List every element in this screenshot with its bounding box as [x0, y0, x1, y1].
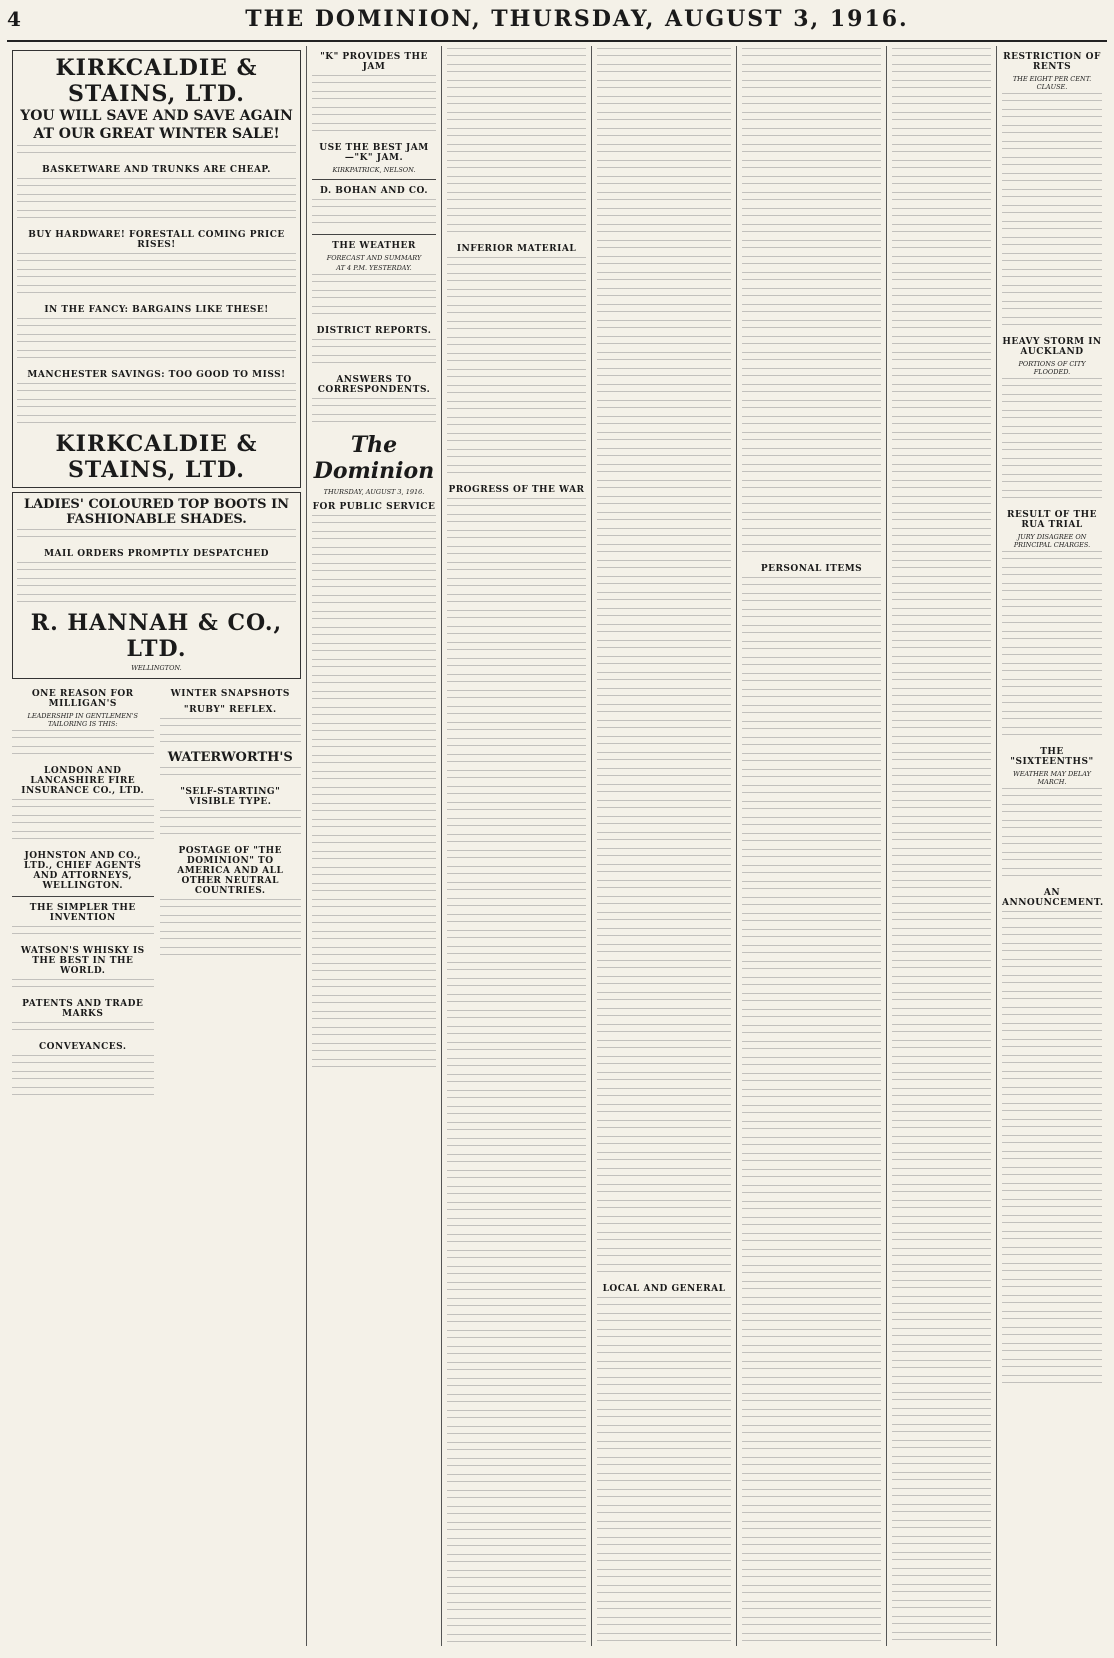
simplex-ad: THE SIMPLER THE INVENTION — [29, 903, 136, 923]
self-starting-ad: "SELF-STARTING" VISIBLE TYPE. — [180, 787, 281, 807]
postage-notice: POSTAGE OF "THE DOMINION" TO AMERICA AND ALL OTHER NEUTRAL COUNTRIES. — [177, 846, 284, 896]
ads-column — [7, 46, 307, 1646]
boots-ad — [12, 492, 301, 679]
waterworth-ad: WATERWORTH'S — [167, 750, 293, 765]
masthead — [7, 6, 1107, 42]
use-jam-line: USE THE BEST JAM—"K" JAM. — [319, 143, 429, 163]
announcement-heading: AN ANNOUNCEMENT. — [1002, 888, 1104, 908]
hardware-heading: BUY HARDWARE! FORESTALL COMING PRICE RISES! — [28, 230, 285, 250]
column-7 — [997, 46, 1107, 1646]
hannah-title: R. HANNAH & CO., LTD. — [30, 610, 283, 662]
insurance-ad: LONDON AND LANCASHIRE FIRE INSURANCE CO., LTD. — [21, 766, 145, 796]
rua-heading: RESULT OF THE RUA TRIAL — [1006, 510, 1098, 530]
kirkcaldie-title: KIRKCALDIE & STAINS, LTD. — [55, 55, 258, 107]
column-5 — [737, 46, 887, 1646]
milligan-sub: LEADERSHIP IN GENTLEMEN'S TAILORING IS THIS: — [27, 712, 138, 728]
inferior-material-heading: INFERIOR MATERIAL — [456, 244, 577, 254]
newspaper-title: THE DOMINION, THURSDAY, AUGUST 3, 1916. — [245, 6, 909, 32]
kirkcaldie-slogan: YOU WILL SAVE AND SAVE AGAIN AT OUR GREAT WINTER SALE! — [20, 108, 293, 142]
boots-title: LADIES' COLOURED TOP BOOTS IN FASHIONABLE SHADES. — [23, 497, 290, 527]
district-reports: DISTRICT REPORTS. — [316, 326, 432, 336]
basketware-heading: BASKETWARE AND TRUNKS ARE CHEAP. — [42, 165, 271, 175]
milligan-ad: ONE REASON FOR MILLIGAN'S — [31, 689, 134, 709]
sixteenths-sub: WEATHER MAY DELAY MARCH. — [1013, 770, 1091, 786]
manchester-heading: MANCHESTER SAVINGS: TOO GOOD TO MISS! — [27, 370, 286, 380]
rua-sub: JURY DISAGREE ON PRINCIPAL CHARGES. — [1013, 533, 1091, 549]
public-service-heading: FOR PUBLIC SERVICE — [312, 502, 436, 512]
kirkpatrick-line: KIRKPATRICK, NELSON. — [332, 166, 416, 174]
local-general-heading: LOCAL AND GENERAL — [602, 1284, 726, 1294]
k-jam-ad: "K" PROVIDES THE JAM — [320, 52, 428, 72]
storm-sub: PORTIONS OF CITY FLOODED. — [1018, 360, 1086, 376]
rents-heading: RESTRICTION OF RENTS — [1003, 52, 1101, 72]
column-3 — [442, 46, 592, 1646]
winter-snapshots-ad: WINTER SNAPSHOTS — [170, 689, 290, 699]
weather-heading: THE WEATHER — [332, 241, 416, 251]
personal-items-heading: PERSONAL ITEMS — [760, 564, 863, 574]
kirkcaldie-title-2: KIRKCALDIE & STAINS, LTD. — [55, 431, 258, 483]
cocoa-ad: D. BOHAN AND CO. — [320, 186, 428, 196]
storm-heading: HEAVY STORM IN AUCKLAND — [1002, 337, 1102, 357]
conveyances-ad: CONVEYANCES. — [39, 1042, 127, 1052]
whisky-ad: WATSON'S WHISKY IS THE BEST IN THE WORLD. — [20, 946, 145, 976]
progress-of-war-heading: PROGRESS OF THE WAR — [448, 485, 585, 495]
kirkcaldie-ad — [12, 50, 301, 488]
left-small-ads — [12, 683, 154, 1103]
weather-sub: FORECAST AND SUMMARY — [326, 254, 422, 262]
page-number: 4 — [7, 7, 21, 31]
weather-time: AT 4 P.M. YESTERDAY. — [336, 264, 412, 272]
fancy-heading: IN THE FANCY: BARGAINS LIKE THESE! — [44, 305, 269, 315]
newspaper-page — [7, 6, 1107, 1646]
dominion-nameplate: The Dominion — [313, 432, 435, 484]
agents-ad: JOHNSTON AND CO., LTD., CHIEF AGENTS AND ATTORNEYS, WELLINGTON. — [24, 851, 142, 891]
sixteenths-heading: THE "SIXTEENTHS" — [1010, 747, 1094, 767]
column-4 — [592, 46, 737, 1646]
hannah-sub: WELLINGTON. — [131, 664, 182, 672]
ruby-reflex-ad: "RUBY" REFLEX. — [183, 705, 277, 715]
patents-ad: PATENTS AND TRADE MARKS — [22, 999, 144, 1019]
column-2 — [307, 46, 442, 1646]
rents-sub: THE EIGHT PER CENT. CLAUSE. — [1012, 75, 1092, 91]
mail-orders: MAIL ORDERS PROMPTLY DESPATCHED — [44, 549, 269, 559]
column-6 — [887, 46, 997, 1646]
answers-heading: ANSWERS TO CORRESPONDENTS. — [317, 375, 431, 395]
right-small-ads — [160, 683, 302, 1103]
dominion-date: THURSDAY, AUGUST 3, 1916. — [323, 488, 425, 496]
